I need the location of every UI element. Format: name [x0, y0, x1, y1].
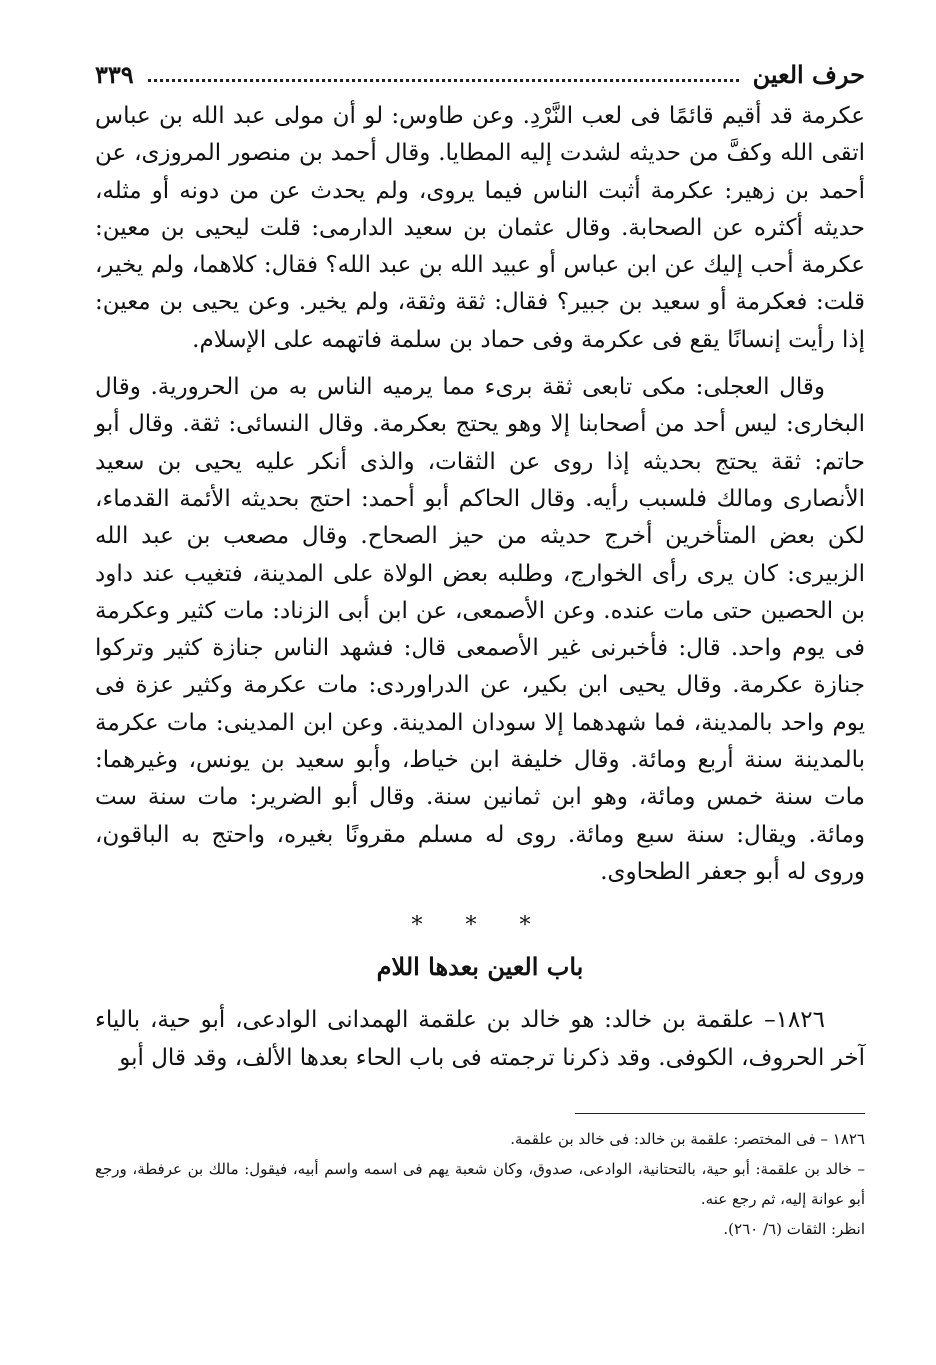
entry-1826: ١٨٢٦– علقمة بن خالد: هو خالد بن علقمة الهمدانى الوادعى، أبو حية، بالياء آخر الحروف، الكوفى. وقد ذكرنا ترجمته فى باب الحاء بعدها الألف، وقد قال أبو — [95, 1007, 865, 1072]
footnotes — [95, 1124, 865, 1244]
section-separator: * * * — [411, 913, 549, 939]
main-text — [95, 98, 865, 891]
book-page — [95, 50, 865, 1244]
footnote-divider — [575, 1113, 865, 1114]
paragraph-2: وقال العجلى: مكى تابعى ثقة برىء مما يرميه الناس به من الحرورية. وقال البخارى: ليس أحد من أصحابنا إلا وهو يحتج بعكرمة. وقال النسائى: ثقة. وقال أبو حاتم: ثقة يحتج بحديثه إذا روى عن الثقات، والذى أنكر عليه يحيى بن سعيد الأنصارى ومالك فلسبب رأيه. وقال الحاكم أبو أحمد: احتج بحديثه الأئمة القدماء، لكن بعض المتأخرين أخرج حديثه من حيز الصحاح. وقال مصعب بن عبد الله الزبيرى: كان يرى رأى الخوارج، وطلبه بعض الولاة على المدينة، فتغيب عند داود بن الحصين حتى مات عنده. وعن الأصمعى، عن ابن أبى الزناد: مات كثير وعكرمة فى يوم واحد. قال: فأخبرنى غير الأصمعى قال: فشهد الناس جنازة كثير وتركوا جنازة عكرمة. وقال يحيى ابن بكير، عن الدراوردى: مات عكرمة وكثير عزة فى يوم واحد بالمدينة، فما شهدهما إلا سودان المدينة. وعن ابن المدينى: مات عكرمة بالمدينة سنة أربع ومائة. وقال خليفة ابن خياط، وأبو سعيد بن يونس، وغيرهما: مات سنة خمس ومائة، وهو ابن ثمانين سنة. وقال أبو الضرير: مات سنة ست ومائة. ويقال: سنة سبع ومائة. روى له مسلم مقرونًا بغيره، واحتج به الباقون، وروى له أبو جعفر الطحاوى. — [95, 374, 865, 885]
footnote-1: ١٨٢٦ – فى المختصر: علقمة بن خالد: فى خالد بن علقمة. — [510, 1130, 865, 1149]
page-number: ٣٣٩ — [95, 59, 134, 89]
footnote-2: – خالد بن علقمة: أبو حية، بالتحتانية، الوادعى، صدوق، وكان شعبة يهم فى اسمه واسم أبيه، فيقول: مالك بن عرفطة، ورجع أبو عوانة إليه، ثم رجع عنه. — [95, 1160, 865, 1209]
section-heading: باب العين بعدها اللام — [376, 952, 584, 982]
header-dotted-leader — [148, 79, 739, 82]
running-header — [95, 50, 865, 98]
footnote-3: انظر: الثقات (٦/ ٢٦٠). — [723, 1220, 865, 1239]
paragraph-1: عكرمة قد أقيم قائمًا فى لعب النَّرْدِ. وعن طاوس: لو أن مولى عبد الله بن عباس اتقى الله وكفَّ من حديثه لشدت إليه المطايا. وقال أحمد بن منصور المروزى، عن أحمد بن زهير: عكرمة أثبت الناس فيما يروى، ولم يحدث عن من دونه أو مثله، حديثه أكثره عن الصحابة. وقال عثمان بن سعيد الدارمى: قلت ليحيى بن معين: عكرمة أحب إليك عن ابن عباس أو عبيد الله بن عبد الله؟ فقال: كلاهما، ولم يخير، قلت: فعكرمة أو سعيد بن جبير؟ فقال: ثقة وثقة، ولم يخير. وعن يحيى بن معين: إذا رأيت إنسانًا يقع فى عكرمة وفى حماد بن سلمة فاتهمه على الإسلام. — [95, 103, 865, 353]
chapter-title: حرف العين — [752, 59, 865, 89]
